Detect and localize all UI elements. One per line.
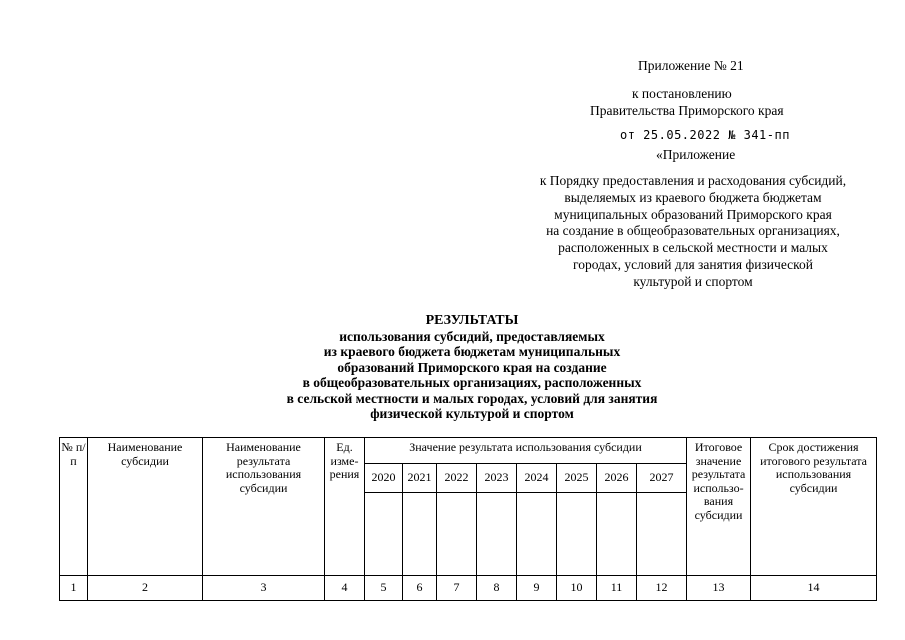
column-number: 12: [637, 576, 687, 601]
order-line: на создание в общеобразовательных организациях,: [546, 223, 840, 239]
empty-cell: [365, 493, 403, 576]
header-result-name: Наименование результата использования субсидии: [203, 438, 325, 576]
header-unit: Ед. изме-рения: [325, 438, 365, 576]
column-number: 11: [597, 576, 637, 601]
empty-cell: [437, 493, 477, 576]
annex-title: Приложение № 21: [638, 58, 744, 73]
results-title-block: [232, 313, 712, 422]
column-number: 14: [751, 576, 877, 601]
header-subsidy-name: Наименование субсидии: [88, 438, 203, 576]
header-year: 2026: [597, 464, 637, 493]
column-number: 2: [88, 576, 203, 601]
empty-cell: [517, 493, 557, 576]
header-year: 2021: [403, 464, 437, 493]
column-number: 7: [437, 576, 477, 601]
order-line: городах, условий для занятия физической: [573, 256, 813, 272]
annex-date-number: от 25.05.2022 № 341-пп: [620, 128, 790, 142]
empty-cell: [637, 493, 687, 576]
column-number: 10: [557, 576, 597, 601]
header-year: 2023: [477, 464, 517, 493]
column-number: 4: [325, 576, 365, 601]
header-num: № п/п: [60, 438, 88, 576]
header-year: 2025: [557, 464, 597, 493]
header-year: 2022: [437, 464, 477, 493]
results-line: использования субсидий, предоставляемых: [339, 328, 605, 344]
column-number: 13: [687, 576, 751, 601]
empty-cell: [403, 493, 437, 576]
order-line: муниципальных образований Приморского края: [554, 206, 832, 222]
header-year: 2027: [637, 464, 687, 493]
header-value-group: Значение результата использования субсидии: [365, 438, 687, 464]
annex-to-resolution: к постановлению: [632, 86, 732, 101]
order-line: расположенных в сельской местности и малых: [558, 240, 828, 256]
empty-cell: [557, 493, 597, 576]
order-reference-block: [506, 173, 880, 291]
header-final-value: Итоговое значение результата использо-вания субсидии: [687, 438, 751, 576]
results-table: [59, 437, 877, 601]
results-line: из краевого бюджета бюджетам муниципальных: [323, 344, 621, 359]
order-line: к Порядку предоставления и расходования субсидий,: [539, 173, 847, 188]
column-number: 1: [60, 576, 88, 601]
annex-prilozhenie: «Приложение: [656, 147, 736, 162]
order-line: культурой и спортом: [633, 273, 753, 289]
column-number: 3: [203, 576, 325, 601]
empty-cell: [477, 493, 517, 576]
order-line: выделяемых из краевого бюджета бюджетам: [564, 189, 822, 205]
results-line: образований Приморского края на создание: [337, 359, 607, 375]
column-number: 8: [477, 576, 517, 601]
header-deadline: Срок достижения итогового результата использования субсидии: [751, 438, 877, 576]
results-line: физической культурой и спортом: [370, 406, 574, 421]
column-number: 5: [365, 576, 403, 601]
column-number: 9: [517, 576, 557, 601]
empty-cell: [597, 493, 637, 576]
results-line: в сельской местности и малых городах, условий для занятия: [286, 390, 658, 406]
header-year: 2024: [517, 464, 557, 493]
annex-government: Правительства Приморского края: [590, 103, 784, 118]
header-year: 2020: [365, 464, 403, 493]
column-number: 6: [403, 576, 437, 601]
results-line: в общеобразовательных организациях, расположенных: [302, 375, 642, 390]
results-heading: РЕЗУЛЬТАТЫ: [425, 313, 519, 328]
